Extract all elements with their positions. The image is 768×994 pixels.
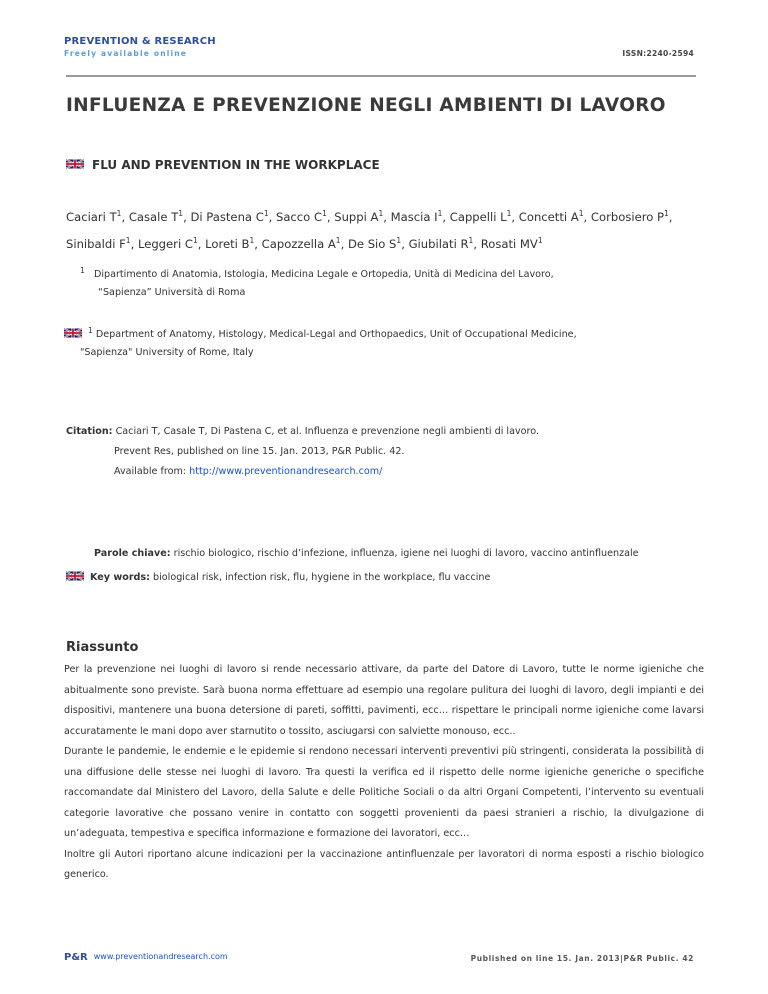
author-name-text: Capozzella A	[261, 236, 336, 251]
header-divider	[66, 75, 696, 77]
author-name-text: Suppi A	[334, 209, 379, 224]
affiliation-it-line1: Dipartimento di Anatomia, Istologia, Medicina Legale e Ortopedia, Unità di Medicina del Lavoro,	[93, 269, 554, 281]
author-name-text: Mascia I	[390, 209, 438, 224]
keywords-en-text: biological risk, infection risk, flu, hygiene in the workplace, flu vaccine	[153, 572, 491, 583]
affiliation-italian	[80, 262, 554, 302]
affiliation-en-line1: Department of Anatomy, Histology, Medical-Legal and Orthopaedics, Unit of Occupational Medicine,	[95, 329, 577, 341]
logo-text: PREVENTION & RESEARCH	[64, 36, 216, 47]
author-name	[205, 237, 254, 251]
author-name-text: Cappelli L	[449, 209, 507, 224]
uk-flag-icon	[66, 158, 84, 170]
keywords-it-label: Parole chiave:	[94, 548, 171, 559]
article-title: INFLUENZA E PREVENZIONE NEGLI AMBIENTI DI LAVORO	[66, 95, 666, 116]
author-name	[409, 237, 474, 251]
riassunto-heading: Riassunto	[66, 640, 139, 655]
riassunto-paragraph: Durante le pandemie, le endemie e le epidemie si rendono necessari interventi preventivi più stringenti, considerata la possibilità di una diffusione delle stesse nei luoghi di lavoro. Tra questi la verifica ed il rispetto delle norme igieniche generiche o specifiche raccomandate dal Ministero del Lavoro, della Salute e delle Politiche Sociali o da altri Organi Competenti, l’intervento su eventuali categorie lavorative che possano venire in contatto con soggetti provenienti da paesi stranieri a rischio, la divulgazione di un’adeguata, tempestiva e specifica informazione e formazione dei lavoratori, ecc…	[64, 746, 704, 839]
author-affiliation-marker: 1	[664, 209, 669, 218]
citation-block	[66, 422, 539, 482]
uk-flag-icon	[64, 327, 82, 339]
author-affiliation-marker: 1	[322, 209, 327, 218]
affiliation-en-line2: "Sapienza" University of Rome, Italy	[80, 347, 254, 359]
issn: ISSN:2240-2594	[622, 49, 694, 58]
author-list: Caciari $T^1$, Casale $T^1$, Di Pastena $C^1$, Sacco $C^1$, Suppi $A^1$, Mascia $I^1$, Cappelli $L^1$, Concetti $A^1$, Corbosiero $P^1$, Sinibaldi $F^1$, Leggeri $C^1$, Loreti $B^1$, Capozzella $A^1$, De Sio $S^1$, Giubilati $R^1$, Rosati $MV^1$	[66, 209, 673, 251]
author-name-text: Leggeri C	[137, 236, 193, 251]
author-affiliation-marker: 1	[125, 235, 131, 245]
available-from-label: Available from:	[114, 466, 187, 477]
author-name-text: Sacco C	[275, 209, 323, 224]
author-affiliation-marker: 1	[378, 209, 384, 218]
footer-website-link[interactable]: www.preventionandresearch.com	[93, 952, 228, 961]
author-name-text: Corbosiero P	[590, 209, 664, 224]
author-name-text: De Sio S	[347, 236, 397, 251]
author-name	[450, 210, 512, 224]
author-name	[262, 237, 341, 251]
affiliation-marker: 1	[80, 266, 85, 275]
author-name	[276, 210, 327, 224]
logo-tagline: Freely available online	[64, 49, 188, 58]
riassunto-paragraph: Inoltre gli Autori riportano alcune indicazioni per la vaccinazione antinfluenzale per lavoratori di norma esposti a rischio biologico generico.	[64, 848, 704, 880]
footer-logo: P&R	[64, 952, 88, 963]
riassunto-paragraph: Per la prevenzione nei luoghi di lavoro si rende necessario attivare, da parte del Datore di Lavoro, tutte le norme igieniche che abitualmente sono previste. Sarà buona norma effettuare ad esempio una regolare pulitura dei luoghi di lavoro, degli impianti e dei dispositivi, mantenere una buona detersione di pareti, soffitti, pavimenti, ecc… rispettare le principali norme igieniche come lavarsi accuratamente le mani dopo aver starnutito o tossito, asciugarsi con salviette monouso, ecc..	[64, 664, 704, 737]
author-name-text: Giubilati R	[408, 236, 469, 251]
author-affiliation-marker: 1	[192, 235, 198, 245]
journal-logo	[64, 36, 216, 58]
author-affiliation-marker: 1	[468, 235, 474, 245]
keywords-italian	[94, 548, 639, 559]
keywords-en-label: Key words:	[90, 572, 150, 583]
riassunto-body	[64, 660, 704, 886]
author-name	[519, 210, 584, 224]
affiliation-english	[64, 322, 577, 362]
uk-flag-icon	[66, 570, 84, 582]
author-name	[481, 237, 543, 251]
affiliation-it-line2: “Sapienza” Università di Roma	[98, 287, 246, 299]
author-affiliation-marker: 1	[506, 209, 512, 218]
author-name	[138, 237, 198, 251]
journal-url-link[interactable]: http://www.preventionandresearch.com/	[189, 466, 383, 477]
author-affiliation-marker: 1	[578, 209, 584, 218]
author-affiliation-marker: 1	[178, 209, 184, 218]
author-name-text: Loreti B	[205, 236, 250, 251]
author-name-text: Di Pastena C	[190, 209, 264, 224]
author-name	[129, 210, 183, 224]
author-name	[66, 237, 131, 251]
keywords-it-text: rischio biologico, rischio d’infezione, influenza, igiene nei luoghi di lavoro, vaccino antinfluenzale	[173, 548, 639, 559]
author-name	[391, 210, 443, 224]
author-affiliation-marker: 1	[249, 235, 255, 245]
citation-line2: Prevent Res, published on line 15. Jan. 2013, P&R Public. 42.	[114, 446, 405, 457]
author-name-text: Sinibaldi F	[66, 236, 126, 251]
author-name-text: Concetti A	[518, 209, 579, 224]
author-name-text: Rosati MV	[480, 236, 538, 251]
english-title-row	[66, 158, 380, 172]
affiliation-marker: 1	[88, 326, 93, 335]
author-affiliation-marker: 1	[437, 209, 443, 218]
author-name	[348, 237, 401, 251]
author-name-text: Caciari T	[66, 209, 117, 224]
english-title: FLU AND PREVENTION IN THE WORKPLACE	[92, 158, 380, 172]
citation-label: Citation:	[66, 426, 113, 437]
author-name	[190, 210, 268, 224]
author-affiliation-marker: 1	[396, 235, 402, 245]
author-affiliation-marker: 1	[537, 235, 543, 245]
author-affiliation-marker: 1	[263, 209, 269, 218]
author-name	[334, 210, 383, 224]
author-name	[66, 210, 121, 224]
author-name-text: Casale T	[128, 209, 179, 224]
author-affiliation-marker: 1	[335, 235, 341, 245]
footer-published: Published on line 15. Jan. 2013|P&R Public. 42	[470, 954, 694, 963]
citation-line1: Caciari T, Casale T, Di Pastena C, et al. Influenza e prevenzione negli ambienti di lavoro.	[115, 426, 539, 437]
keywords-english	[66, 570, 490, 583]
author-affiliation-marker: 1	[116, 209, 122, 218]
author-name	[591, 210, 669, 224]
footer-website	[64, 952, 228, 963]
